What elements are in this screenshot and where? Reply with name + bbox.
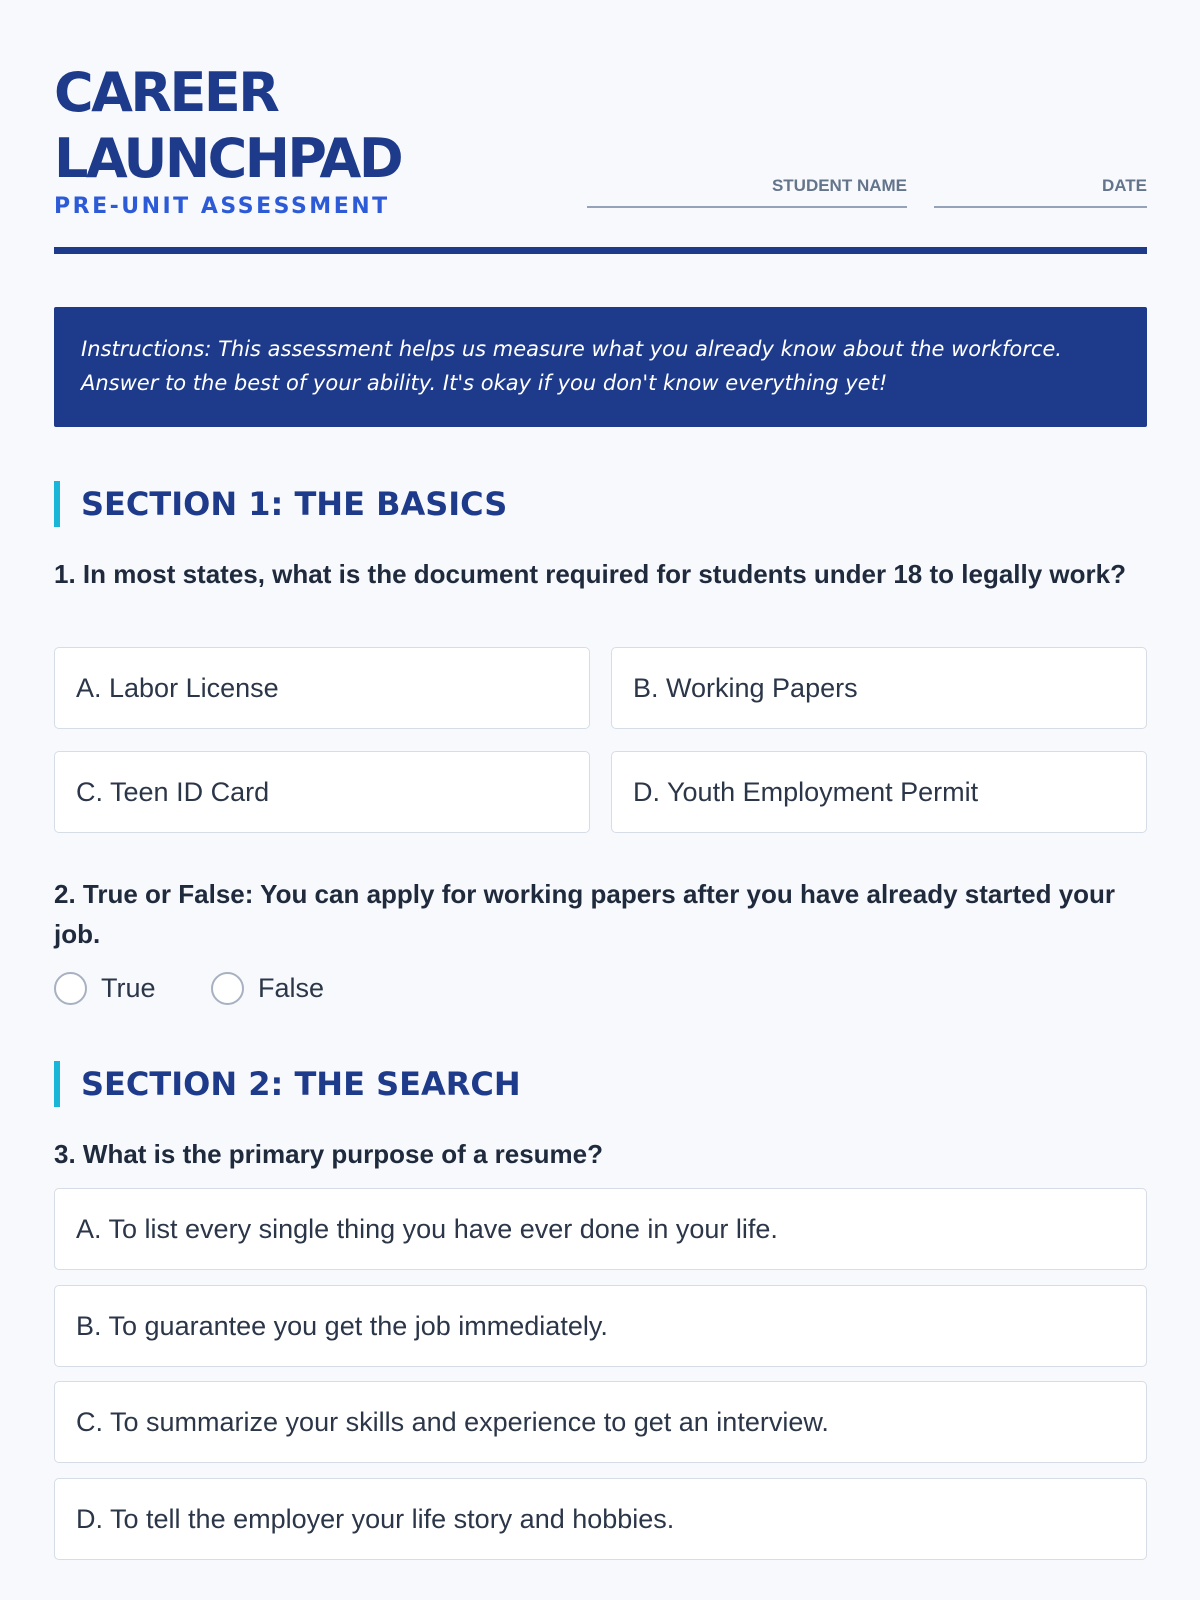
q2-option-true[interactable] <box>54 970 156 1006</box>
student-name-label: STUDENT NAME <box>771 176 907 195</box>
q1-option-d[interactable]: D. Youth Employment Permit <box>611 751 1147 833</box>
q2-true-label: True <box>101 972 156 1003</box>
q1-option-b[interactable]: B. Working Papers <box>611 647 1147 729</box>
radio-icon[interactable] <box>54 972 87 1005</box>
date-label: DATE <box>1101 176 1147 195</box>
brand-title-line2: LAUNCHPAD <box>54 127 402 190</box>
q3-option-d[interactable]: D. To tell the employer your life story and hobbies. <box>54 1478 1147 1560</box>
q2-false-label: False <box>258 972 325 1003</box>
section-2-title: SECTION 2: THE SEARCH <box>54 1061 1147 1107</box>
q2-option-false[interactable] <box>211 970 324 1006</box>
date-field[interactable] <box>934 176 1147 208</box>
header-divider <box>54 247 1147 254</box>
radio-icon[interactable] <box>211 972 244 1005</box>
assessment-subtitle: PRE-UNIT ASSESSMENT <box>54 194 390 219</box>
question-3: 3. What is the primary purpose of a resume? <box>54 1139 604 1169</box>
header <box>54 60 1147 254</box>
instructions-line2: Answer to the best of your ability. It's okay if you don't know everything yet! <box>81 371 888 395</box>
assessment-page <box>54 0 1147 1600</box>
question-2: 2. True or False: You can apply for working papers after you have already started your job. <box>54 879 1116 949</box>
brand <box>54 60 554 219</box>
q1-option-c[interactable]: C. Teen ID Card <box>54 751 590 833</box>
student-name-field[interactable] <box>587 176 907 208</box>
brand-title-line1: CAREER <box>54 61 278 124</box>
q3-option-c[interactable]: C. To summarize your skills and experience to get an interview. <box>54 1381 1147 1463</box>
q1-option-a[interactable]: A. Labor License <box>54 647 590 729</box>
instructions-box <box>54 307 1147 427</box>
instructions-line1: Instructions: This assessment helps us measure what you already know about the workforce. <box>81 337 1062 361</box>
question-1: 1. In most states, what is the document required for students under 18 to legally work? <box>54 559 1126 589</box>
q3-option-a[interactable]: A. To list every single thing you have ever done in your life. <box>54 1188 1147 1270</box>
section-1-title: SECTION 1: THE BASICS <box>54 481 1147 527</box>
q3-option-b[interactable]: B. To guarantee you get the job immediately. <box>54 1285 1147 1367</box>
